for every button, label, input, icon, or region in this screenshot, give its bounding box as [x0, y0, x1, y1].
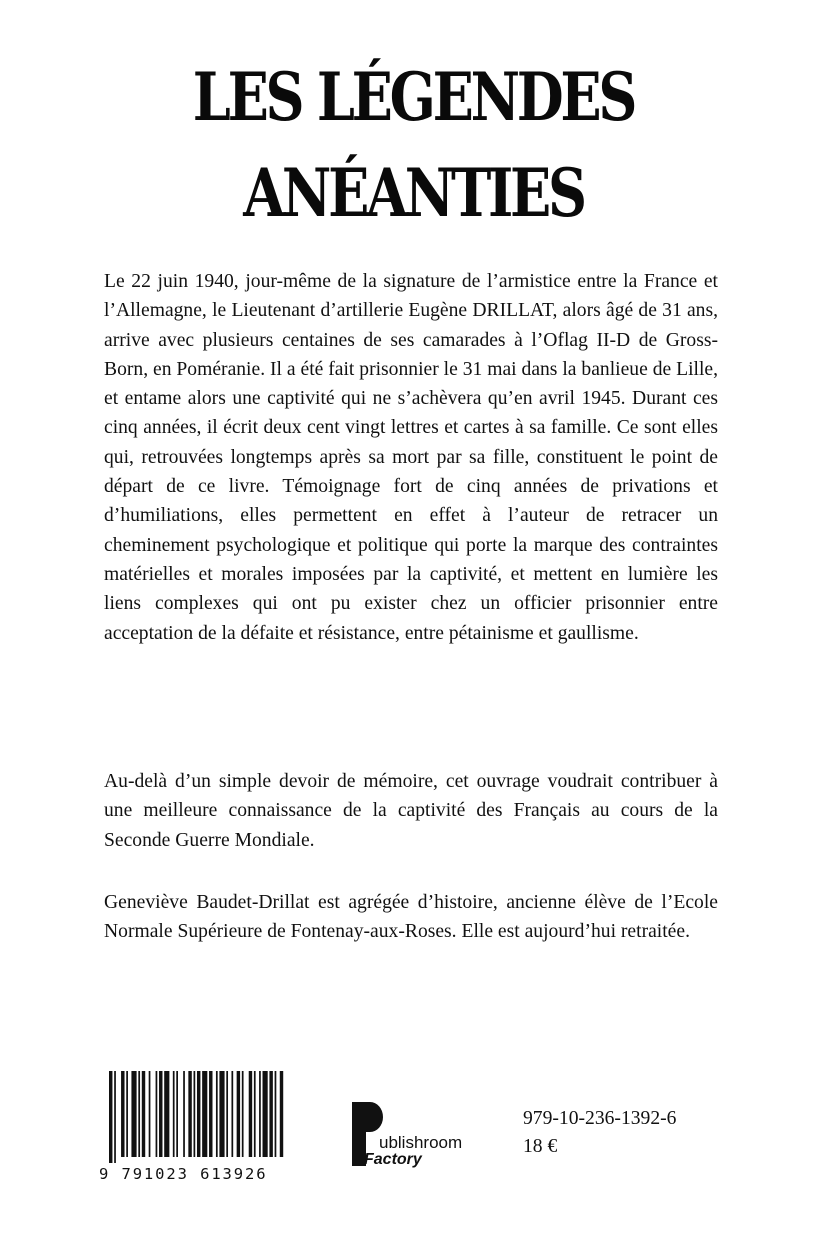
purpose-paragraph: Au-delà d’un simple devoir de mémoire, cet ouvrage voudrait contribuer à une meilleure connaissance de la captivité des Français au cours de la Seconde Guerre Mondiale.: [104, 771, 718, 851]
barcode-bar: [159, 1071, 162, 1157]
barcode-bar: [269, 1071, 272, 1157]
barcode-bar: [149, 1071, 151, 1157]
barcode-bar: [254, 1071, 256, 1157]
barcode-bars: [99, 1071, 286, 1163]
barcode-bar: [197, 1071, 200, 1157]
book-title-line-2: ANÉANTIES: [243, 154, 584, 232]
barcode-bar: [226, 1071, 228, 1157]
barcode-bar: [280, 1071, 283, 1157]
barcode-bar: [202, 1071, 207, 1157]
barcode-bar: [156, 1071, 158, 1157]
barcode-bar: [216, 1071, 218, 1157]
isbn: 979-10-236-1392-6: [523, 1108, 677, 1129]
price: 18 €: [523, 1136, 558, 1157]
barcode-bar: [188, 1071, 191, 1157]
summary-paragraph: Le 22 juin 1940, jour-même de la signature de l’armistice entre la France et l’Allemagne, le Lieutenant d’artillerie Eugène DRILLAT, alors âgé de 31 ans, arrive avec plusieurs centaines de ses camarades à l’Oflag II-D de Gross-Born, en Poméranie. Il a été fait prisonnier le 31 mai dans la banlieue de Lille, et entame alors une captivité qui ne s’achèvera qu’en avril 1945. Durant ces cinq années, il écrit deux cent vingt lettres et cartes à sa famille. Ce sont elles qui, retrouvées longtemps après sa mort par sa fille, constituent le point de départ de ce livre. Témoignage fort de cinq années de privations et d’humiliations, elles permettent en effet à l’auteur de retracer un cheminement psychologique et politique qui porte la marque des contraintes matérielles et morales imposées par la captivité, et mettent en lumière les liens complexes qui ont pu exister chez un officier prisonnier entre acceptation de la défaite et résistance, entre pétainisme et gaullisme.: [104, 271, 718, 644]
barcode-digits: 9 791023 613926: [99, 1165, 268, 1183]
publisher-subname: Factory: [364, 1151, 422, 1168]
barcode-bar: [109, 1071, 112, 1163]
barcode-bar: [131, 1071, 136, 1157]
barcode-bar: [126, 1071, 128, 1157]
barcode-bar: [231, 1071, 233, 1157]
publisher-logo: [350, 1100, 470, 1180]
barcode-bar: [209, 1071, 212, 1157]
barcode-bar: [121, 1071, 124, 1157]
barcode-bar: [164, 1071, 169, 1157]
barcode-bar: [194, 1071, 196, 1157]
book-title-line-1: LES LÉGENDES: [192, 58, 635, 136]
author-bio-paragraph: Geneviève Baudet-Drillat est agrégée d’histoire, ancienne élève de l’Ecole Normale Supérieure de Fontenay-aux-Roses. Elle est aujourd’hui retraitée.: [104, 892, 718, 943]
barcode-bar: [176, 1071, 178, 1157]
barcode-bar: [219, 1071, 224, 1157]
barcode-bar: [142, 1071, 145, 1157]
barcode-bar: [263, 1071, 268, 1157]
barcode-bar: [138, 1071, 140, 1157]
publisher-name: ublishroom: [379, 1133, 463, 1152]
barcode-bar: [173, 1071, 175, 1157]
barcode-bar: [249, 1071, 252, 1157]
barcode-bar: [275, 1071, 277, 1157]
barcode-bar: [242, 1071, 244, 1157]
barcode-bar: [183, 1071, 185, 1157]
barcode-bar: [237, 1071, 240, 1157]
barcode-bar: [259, 1071, 261, 1157]
barcode: [99, 1071, 286, 1187]
barcode-bar: [114, 1071, 116, 1163]
